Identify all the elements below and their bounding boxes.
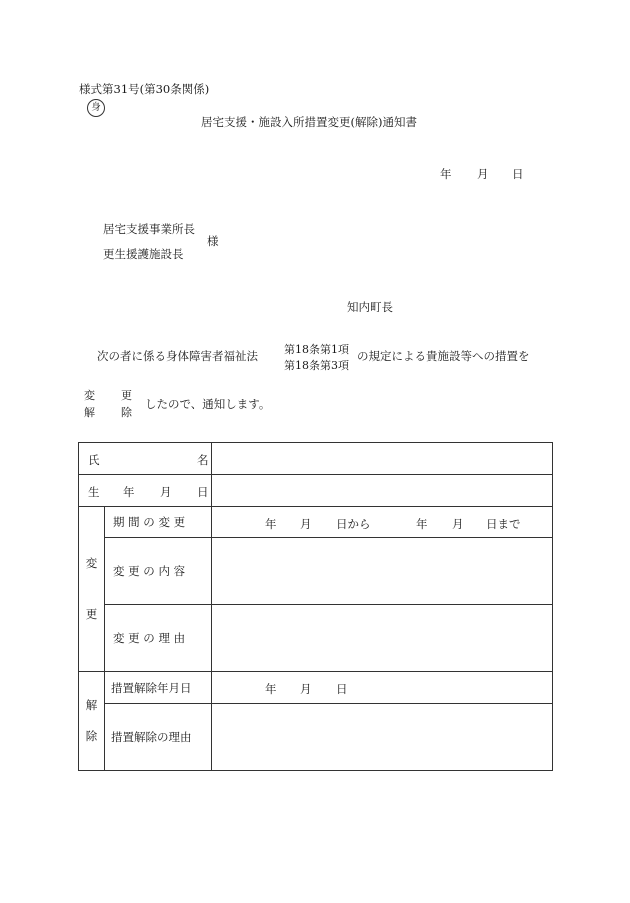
name-char1: 氏: [88, 453, 100, 467]
body-closing: したので、通知します。: [145, 397, 271, 411]
article-option-2: 第18条第3項: [284, 359, 349, 372]
period-to-month: 月: [452, 517, 464, 531]
period-from-year: 年: [265, 517, 277, 531]
birthdate-value-cell[interactable]: [212, 475, 553, 507]
period-to-day: 日まで: [486, 517, 521, 531]
row-cancel-reason: [79, 704, 553, 771]
period-change-value-cell[interactable]: [212, 507, 553, 538]
change-char2: 更: [85, 607, 98, 621]
change-char1: 変: [85, 555, 98, 570]
birth-char2: 年: [123, 485, 135, 499]
issuer: 知内町長: [347, 300, 393, 314]
option-change-char1: 変: [84, 389, 95, 402]
row-cancel-date: [79, 672, 553, 704]
period-from-month: 月: [300, 517, 312, 531]
change-reason-label: 変 更 の 理 由: [113, 631, 186, 645]
change-content-label-cell: [105, 538, 212, 605]
date-year: 年: [440, 167, 452, 181]
change-reason-label-cell: [105, 605, 212, 672]
row-birthdate: [79, 475, 553, 507]
addressee-line2: 更生援護施設長: [103, 247, 184, 261]
cancel-section-label: [79, 672, 105, 771]
birth-char4: 日: [197, 485, 209, 499]
period-change-label: 期 間 の 変 更: [113, 515, 186, 529]
cancel-date-year: 年: [265, 682, 277, 696]
form-table: [78, 442, 553, 771]
body-after-articles: の規定による貴施設等への措置を: [357, 349, 530, 363]
row-period-change: [79, 507, 553, 538]
date-day: 日: [512, 167, 524, 181]
change-reason-value-cell[interactable]: [212, 605, 553, 672]
birthdate-label: [79, 475, 212, 507]
row-name: [79, 443, 553, 475]
period-change-label-cell: [105, 507, 212, 538]
document-title: 居宅支援・施設入所措置変更(解除)通知書: [201, 115, 417, 129]
cancel-date-day: 日: [336, 682, 348, 696]
cancel-char2: 除: [85, 729, 98, 743]
name-label: [79, 443, 212, 475]
birth-char3: 月: [160, 485, 172, 499]
option-cancel-char1: 解: [84, 406, 95, 419]
row-change-reason: [79, 605, 553, 672]
body-intro: 次の者に係る身体障害者福祉法: [97, 349, 258, 363]
name-value-cell[interactable]: [212, 443, 553, 475]
period-to-year: 年: [416, 517, 428, 531]
birth-char1: 生: [88, 485, 100, 499]
option-change-char2: 更: [121, 389, 132, 402]
row-change-content: [79, 538, 553, 605]
cancel-char1: 解: [85, 697, 98, 712]
change-content-label: 変 更 の 内 容: [113, 564, 186, 578]
date-month: 月: [477, 167, 489, 181]
cancel-date-label-cell: [105, 672, 212, 704]
form-number: 様式第31号(第30条関係): [79, 82, 210, 96]
change-section-label: [79, 507, 105, 672]
cancel-date-label: 措置解除年月日: [111, 680, 192, 695]
addressee-line1: 居宅支援事業所長: [103, 222, 195, 236]
addressee-honorific: 様: [207, 234, 219, 248]
cancel-date-month: 月: [300, 682, 312, 696]
period-from-day: 日から: [336, 517, 371, 531]
name-char2: 名: [197, 453, 209, 467]
change-content-value-cell[interactable]: [212, 538, 553, 605]
cancel-reason-label: 措置解除の理由: [111, 730, 192, 744]
seal-mark: 身: [87, 99, 105, 117]
option-cancel-char2: 除: [121, 406, 132, 419]
cancel-reason-label-cell: [105, 704, 212, 771]
cancel-date-value-cell[interactable]: [212, 672, 553, 704]
article-option-1: 第18条第1項: [284, 343, 349, 356]
cancel-reason-value-cell[interactable]: [212, 704, 553, 771]
